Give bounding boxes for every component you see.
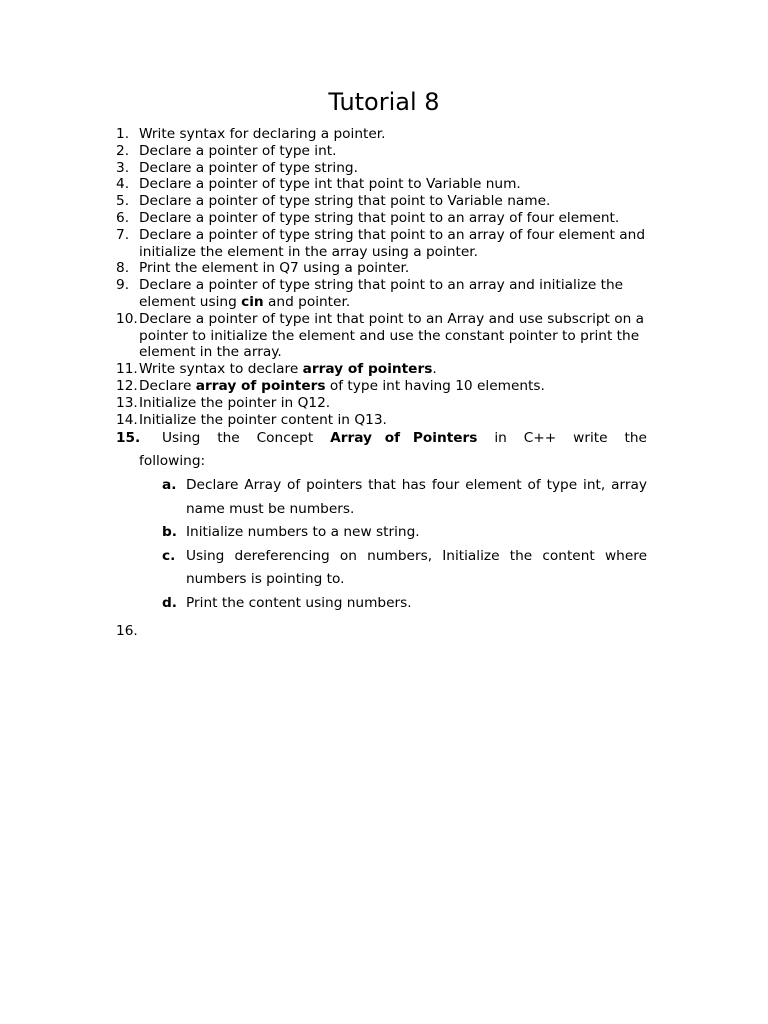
question-16 (116, 620, 666, 644)
sub-question-c (139, 545, 666, 592)
question-15-word: write (573, 430, 608, 447)
question-keyword: cin (241, 293, 264, 310)
question-text: Declare a pointer of type int that point to Variable num. (139, 176, 521, 193)
page-title: Tutorial 8 (328, 88, 440, 116)
question-15-keyword: Array of Pointers (330, 430, 478, 447)
question-number: 5. (116, 193, 130, 210)
question-text: Declare a pointer of type int. (139, 142, 337, 159)
sub-question-letter: d. (162, 594, 177, 611)
question-number: 15. (116, 430, 141, 447)
question-5 (116, 193, 666, 210)
question-number: 1. (116, 126, 130, 142)
question-number: 11. (116, 361, 138, 378)
question-list (116, 126, 666, 643)
question-text (139, 277, 666, 311)
question-15-word: in (494, 430, 507, 447)
question-15-body (139, 428, 666, 615)
sub-question-text: Using dereferencing on numbers, Initialize the content where numbers is pointing to. (186, 547, 647, 588)
question-text (139, 378, 666, 395)
question-10 (116, 311, 666, 361)
sub-question-list (139, 474, 666, 616)
question-15-word: Using (162, 430, 201, 447)
sub-question-letter: a. (162, 476, 177, 493)
question-3 (116, 160, 666, 177)
question-15-word: C++ (523, 430, 557, 447)
question-text: Declare a pointer of type string that point to an array of four element and initialize the element in the array using a pointer. (139, 226, 646, 260)
question-6 (116, 210, 666, 227)
question-number: 4. (116, 176, 130, 193)
question-13 (116, 395, 666, 412)
question-8 (116, 260, 666, 277)
sub-question-b (139, 521, 666, 545)
question-4 (116, 176, 666, 193)
question-number: 8. (116, 260, 130, 277)
question-11 (116, 361, 666, 378)
question-text: Declare a pointer of type string that point to Variable name. (139, 193, 551, 210)
question-9 (116, 277, 666, 311)
question-15-continuation: following: (139, 453, 206, 470)
question-15-word: the (217, 430, 240, 447)
question-7 (116, 227, 666, 261)
question-number: 6. (116, 209, 130, 226)
sub-question-letter: b. (162, 524, 177, 541)
question-1 (116, 126, 666, 143)
question-text-part: Declare a pointer of type string that point to an array and initialize the element using (139, 277, 624, 310)
question-number: 3. (116, 159, 130, 176)
question-text: Declare a pointer of type int that point to an Array and use subscript on a pointer to initialize the element and use the constant pointer to print the element in the array. (139, 310, 645, 361)
question-text: Declare a pointer of type string that point to an array of four element. (139, 209, 620, 226)
question-text: Initialize the pointer in Q12. (139, 394, 331, 411)
question-text: Initialize the pointer content in Q13. (139, 411, 387, 428)
question-12 (116, 378, 666, 395)
question-text-part: and pointer. (263, 293, 351, 310)
question-number: 16. (116, 622, 138, 639)
question-text: Declare a pointer of type string. (139, 159, 358, 176)
sub-question-a (139, 474, 666, 521)
question-text-part: Declare (139, 377, 196, 394)
question-number: 9. (116, 277, 130, 294)
question-2 (116, 143, 666, 160)
question-text-part: of type int having 10 elements. (325, 377, 545, 394)
question-15 (116, 428, 666, 615)
question-number: 7. (116, 226, 130, 243)
question-15-word: the (624, 430, 647, 447)
question-text-part: . (432, 361, 437, 378)
sub-question-d (139, 592, 666, 616)
question-text: Print the element in Q7 using a pointer. (139, 260, 410, 277)
sub-question-letter: c. (162, 547, 176, 564)
question-14 (116, 412, 666, 429)
question-text-part: Write syntax to declare (139, 361, 303, 378)
sub-question-text: Initialize numbers to a new string. (186, 524, 420, 541)
question-keyword: array of pointers (195, 377, 326, 394)
question-number: 12. (116, 377, 138, 394)
question-number: 10. (116, 310, 138, 327)
question-text: Write syntax for declaring a pointer. (139, 126, 386, 142)
question-number: 14. (116, 411, 138, 428)
question-number: 2. (116, 142, 130, 159)
question-15-intro (116, 428, 647, 448)
question-number: 13. (116, 394, 138, 411)
question-15-word: Concept (256, 430, 314, 447)
sub-question-text: Declare Array of pointers that has four element of type int, array name must be numbers. (186, 476, 647, 517)
question-text (139, 361, 666, 378)
question-keyword: array of pointers (302, 361, 433, 378)
sub-question-text: Print the content using numbers. (186, 594, 412, 611)
